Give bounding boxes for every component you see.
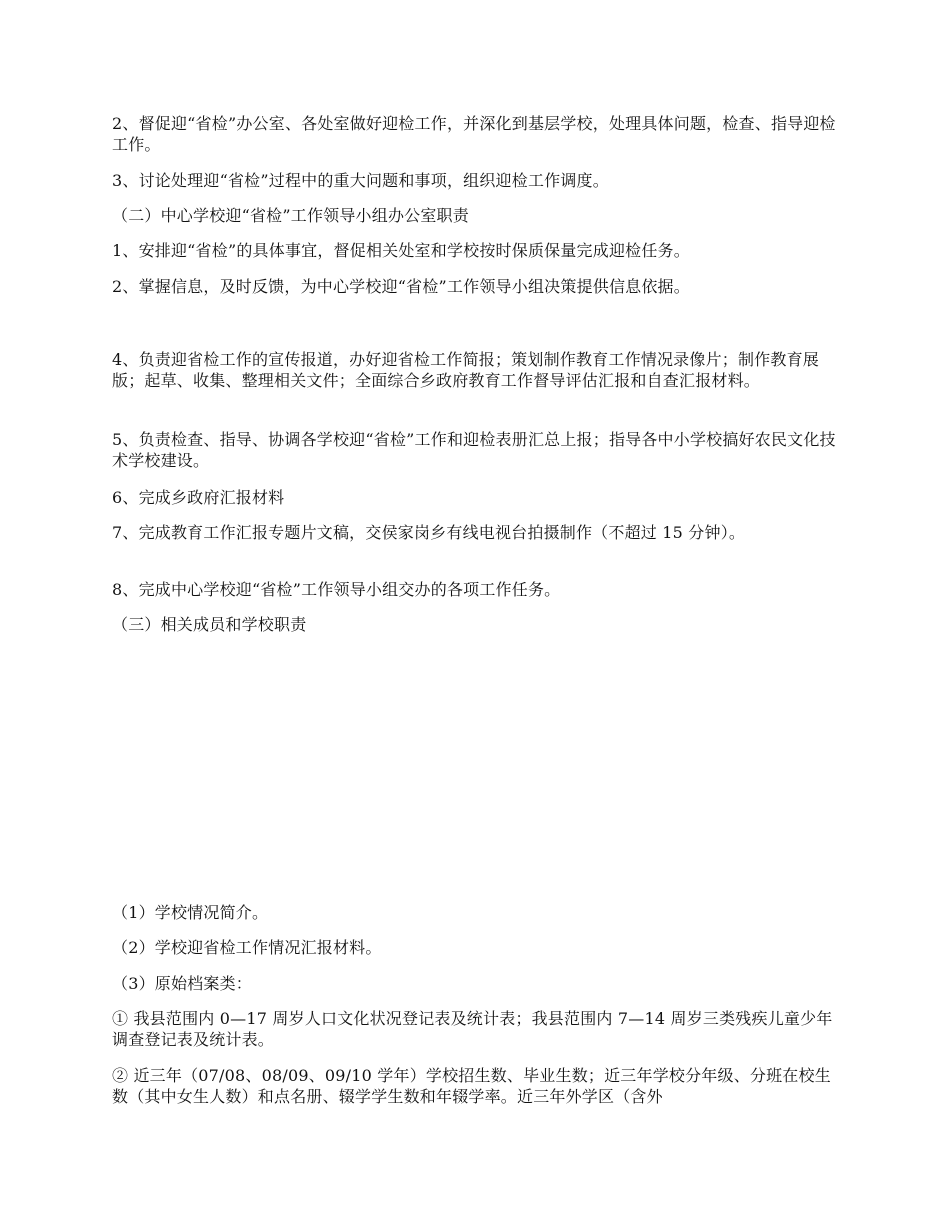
section-heading-2: （二）中心学校迎“省检”工作领导小组办公室职责 <box>112 206 469 225</box>
paragraph-4: 2、掌握信息，及时反馈，为中心学校迎“省检”工作领导小组决策提供信息依据。 <box>112 277 690 296</box>
paragraph-3: 1、安排迎“省检”的具体事宜，督促相关处室和学校按时保质保量完成迎检任务。 <box>112 241 690 260</box>
paragraph-1: 2、督促迎“省检”办公室、各处室做好迎检工作，并深化到基层学校，处理具体问题，检查、指导迎检工作。 <box>112 114 836 154</box>
section-heading-3: （三）相关成员和学校职责 <box>112 615 307 634</box>
paragraph-5: 4、负责迎省检工作的宣传报道，办好迎省检工作简报；策划制作教育工作情况录像片；制作教育展版；起草、收集、整理相关文件；全面综合乡政府教育工作督导评估汇报和自查汇报材料。 <box>112 350 819 390</box>
list-item-2: （2）学校迎省检工作情况汇报材料。 <box>112 938 382 957</box>
paragraph-7: 6、完成乡政府汇报材料 <box>112 488 285 507</box>
paragraph-9: 8、完成中心学校迎“省检”工作领导小组交办的各项工作任务。 <box>112 580 561 599</box>
paragraph-2: 3、讨论处理迎“省检”过程中的重大问题和事项，组织迎检工作调度。 <box>112 171 609 190</box>
list-item-4: ① 我县范围内 0—17 周岁人口文化状况登记表及统计表；我县范围内 7—14 周岁三类残疾儿童少年调查登记表及统计表。 <box>112 1009 833 1049</box>
list-item-5: ② 近三年（07/08、08/09、09/10 学年）学校招生数、毕业生数；近三年学校分年级、分班在校生数（其中女生人数）和点名册、辍学学生数和年辍学率。近三年外学区（含外 <box>112 1066 831 1106</box>
list-item-3: （3）原始档案类： <box>112 974 252 993</box>
list-item-1: （1）学校情况简介。 <box>112 903 269 922</box>
paragraph-8: 7、完成教育工作汇报专题片文稿，交侯家岗乡有线电视台拍摄制作（不超过 15 分钟）。 <box>112 523 746 542</box>
paragraph-6: 5、负责检查、指导、协调各学校迎“省检”工作和迎检表册汇总上报；指导各中小学校搞好农民文化技术学校建设。 <box>112 430 836 470</box>
